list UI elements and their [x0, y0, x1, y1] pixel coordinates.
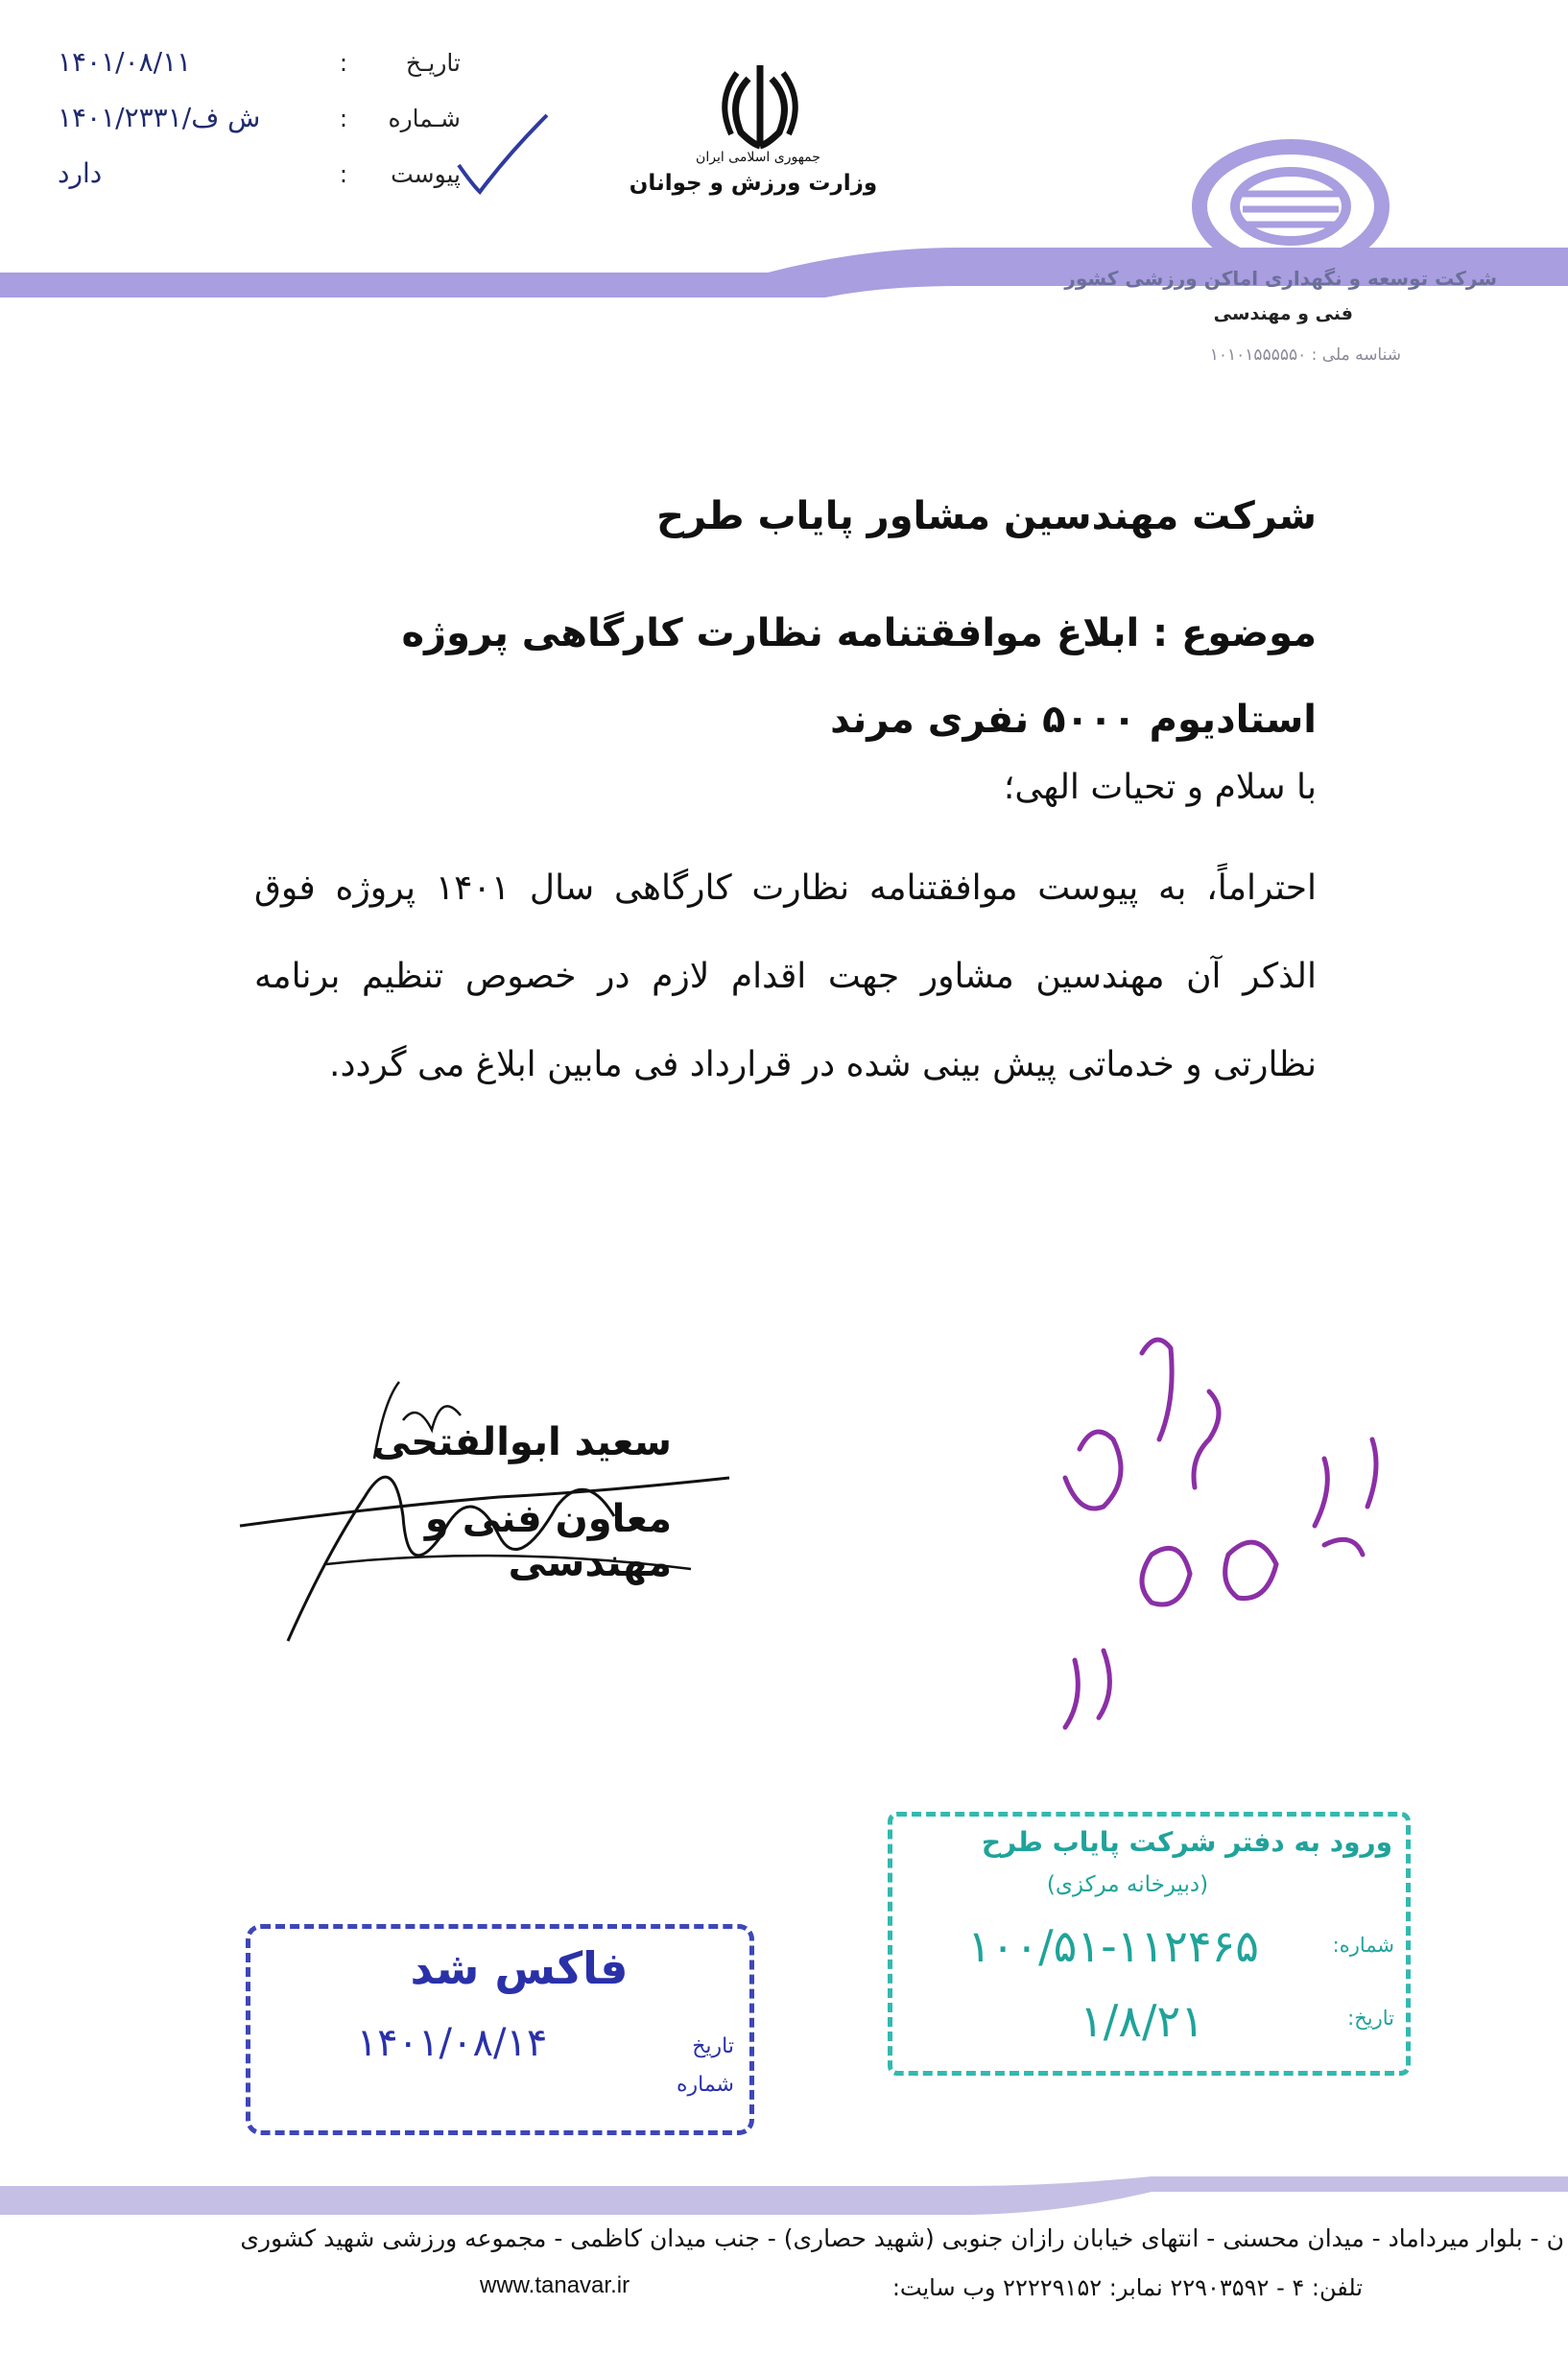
entry-stamp-date-label: تاریخ:	[1347, 2007, 1394, 2030]
number-label: شـماره	[388, 105, 461, 132]
entry-stamp-subtitle: (دبیرخانه مرکزی)	[1046, 1872, 1209, 1897]
footer-website[interactable]: www.tanavar.ir	[480, 2272, 630, 2298]
checkmark-icon	[451, 106, 557, 202]
attachment-label: پیوست	[391, 160, 461, 188]
attachment-row: پیوست : دارد	[58, 157, 461, 189]
date-label: تاریـخ	[405, 49, 461, 77]
fax-stamp	[246, 1924, 754, 2135]
letter-meta	[58, 46, 461, 213]
signer-title: معاون فنی و مهندسی	[424, 1497, 672, 1585]
signer-name: سعید ابوالفتحی	[371, 1420, 672, 1464]
body-paragraph: احتراماً، به پیوست موافقتنامه نظارت کارگاهی سال ۱۴۰۱ پروژه فوق الذکر آن مهندسین مشاور جهت اقدام لازم در خصوص تنظیم برنامه نظارتی و خدماتی پیش بینی شده در قرارداد فی مابین ابلاغ می گردد.	[254, 868, 1318, 1084]
company-logo-icon	[1190, 134, 1391, 278]
entry-stamp-number-label: شماره:	[1332, 1934, 1394, 1957]
fax-stamp-date: ۱۴۰۱/۰۸/۱۴	[356, 2021, 548, 2065]
republic-label: جمهوری اسلامی ایران	[696, 150, 820, 165]
footer-address: ن - بلوار میرداماد - میدان محسنی - انتهای خیابان رازان جنوبی (شهید حصاری) - جنب میدان کاظمی - مجموعه ورزشی شهید کشوری	[240, 2224, 1564, 2252]
ministry-label: وزارت ورزش و جوانان	[629, 171, 878, 196]
fax-stamp-title: فاکس شد	[410, 1942, 629, 1994]
fax-stamp-number-label: شماره	[676, 2073, 734, 2097]
entry-stamp-title: ورود به دفتر شرکت پایاب طرح	[981, 1826, 1392, 1858]
company-name: شرکت توسعه و نگهداری اماکن ورزشی کشور	[1064, 267, 1497, 290]
fax-stamp-date-label: تاریخ	[692, 2034, 734, 2058]
entry-stamp	[888, 1812, 1411, 2076]
subject: موضوع : ابلاغ موافقتنامه نظارت کارگاهی پروژه استادیوم ۵۰۰۰ نفری مرند	[401, 611, 1317, 742]
footer-band	[0, 2176, 1568, 2215]
department-name: فنی و مهندسی	[1213, 303, 1353, 324]
number-row: شـماره : ۱۴۰۱/۲۳۳۱/ش ف	[58, 102, 461, 133]
national-id: شناسه ملی : ۱۰۱۰۱۵۵۵۵۵۰	[1209, 345, 1401, 365]
attachment-value: دارد	[58, 157, 103, 189]
entry-stamp-number: ۱۰۰/۵۱-۱۱۲۴۶۵	[967, 1920, 1259, 1972]
iran-emblem-icon	[712, 58, 808, 154]
handwritten-note	[988, 1324, 1430, 1766]
number-value: ۱۴۰۱/۲۳۳۱/ش ف	[58, 102, 261, 133]
footer-phones: تلفن: ۴ - ۲۲۹۰۳۵۹۲ نمابر: ۲۲۲۲۹۱۵۲ وب سایت:	[891, 2274, 1363, 2301]
recipient: شرکت مهندسین مشاور پایاب طرح	[656, 494, 1317, 538]
date-row: تاریـخ : ۱۴۰۱/۰۸/۱۱	[58, 46, 461, 78]
greeting: با سلام و تحیات الهی؛	[1003, 768, 1317, 807]
date-value: ۱۴۰۱/۰۸/۱۱	[58, 46, 192, 78]
entry-stamp-date: ۱/۸/۲۱	[1080, 1995, 1204, 2047]
